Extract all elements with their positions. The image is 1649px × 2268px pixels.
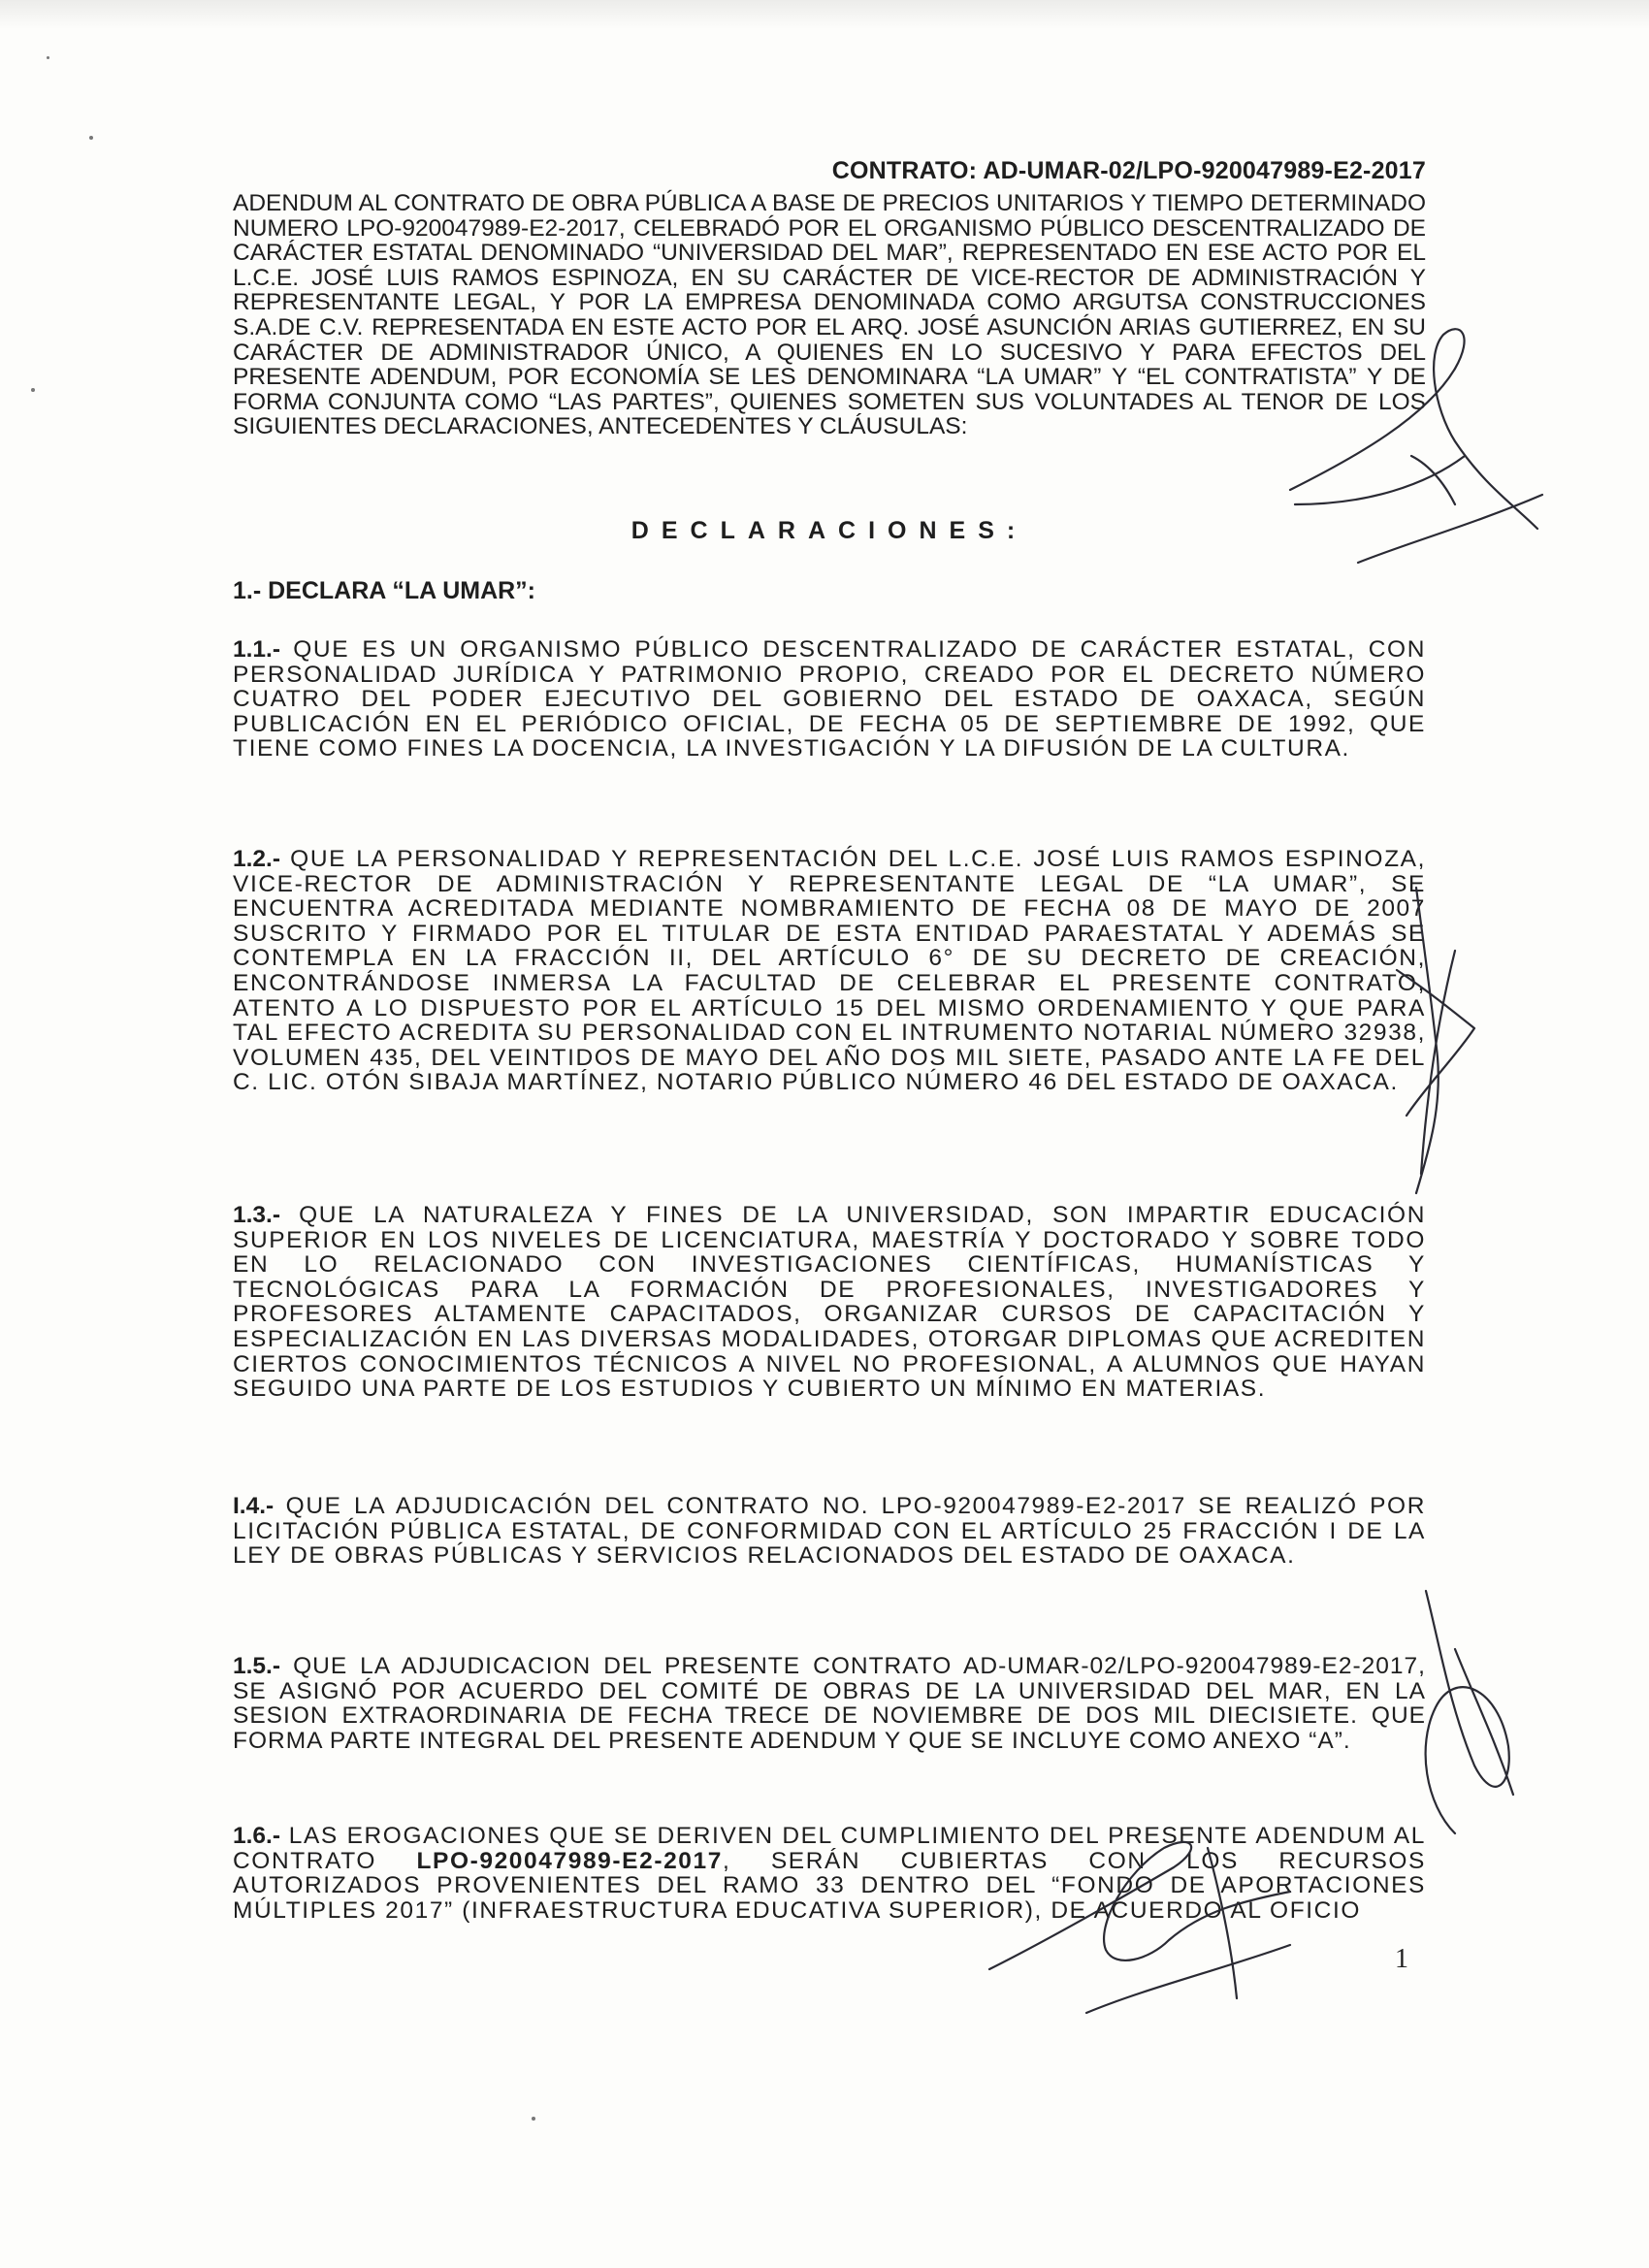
signature-stroke-top — [1290, 329, 1537, 529]
clause-text: QUE LA NATURALEZA Y FINES DE LA UNIVERSIDAD, SON IMPARTIR EDUCACIÓN SUPERIOR EN LOS NIVELES DE LICENCIATURA, MAESTRÍA Y DOCTORADO Y SOBRE TODO EN LO RELACIONADO CON INVESTIGACIONES CIENTÍFICAS, HUMANÍSTICAS Y TECNOLÓGICAS PARA LA FORMACIÓN DE PROFESIONALES, INVESTIGADORES Y PROFESORES ALTAMENTE CAPACITADOS, ORGANIZAR CURSOS DE CAPACITACIÓN Y ESPECIALIZACIÓN EN LAS DIVERSAS MODALIDADES, OTORGAR DIPLOMAS QUE ACREDITEN CIERTOS CONOCIMIENTOS TÉCNICOS A NIVEL NO PROFESIONAL, A ALUMNOS QUE HAYAN SEGUIDO UNA PARTE DE LOS ESTUDIOS Y CUBIERTO UN MÍNIMO EN MATERIAS. — [233, 1202, 1426, 1403]
contract-reference: LPO-920047989-E2-2017 — [416, 1847, 723, 1874]
clause-text-cont: , SERÁN CUBIERTAS CON LOS RECURSOS AUTORIZADOS PROVENIENTES DEL RAMO 33 DENTRO DEL “FONDO DE APORTACIONES MÚLTIPLES 2017” (INFRAESTRUCTURA EDUCATIVA SUPERIOR), DE ACUERDO AL OFICIO — [233, 1847, 1426, 1924]
clause-text: QUE LA PERSONALIDAD Y REPRESENTACIÓN DEL L.C.E. JOSÉ LUIS RAMOS ESPINOZA, VICE-RECTOR DE ADMINISTRACIÓN Y REPRESENTANTE LEGAL DE “LA UMAR”, SE ENCUENTRA ACREDITADA MEDIANTE NOMBRAMIENTO DE FECHA 08 DE MAYO DE 2007 SUSCRITO Y FIRMADO POR EL TITULAR DE ESTA ENTIDAD PARAESTATAL Y ADEMÁS SE CONTEMPLA EN LA FRACCIÓN II, DEL ARTÍCULO 6° DE SU DECRETO DE CREACIÓN, ENCONTRÁNDOSE INMERSA LA FACULTAD DE CELEBRAR EL PRESENTE CONTRATO, ATENTO A LO DISPUESTO POR EL ARTÍCULO 15 DEL MISMO ORDENAMIENTO Y QUE PARA TAL EFECTO ACREDITA SU PERSONALIDAD CON EL INTRUMENTO NOTARIAL NÚMERO 32938, VOLUMEN 435, DEL VEINTIDOS DE MAYO DEL AÑO DOS MIL SIETE, PASADO ANTE LA FE DEL C. LIC. OTÓN SIBAJA MARTÍNEZ, NOTARIO PÚBLICO NÚMERO 46 DEL ESTADO DE OAXACA. — [233, 846, 1426, 1096]
declara-la-umar-heading: 1.- DECLARA “LA UMAR”: — [233, 577, 536, 604]
intro-paragraph: ADENDUM AL CONTRATO DE OBRA PÚBLICA A BASE DE PRECIOS UNITARIOS Y TIEMPO DETERMINADO NUMERO LPO-920047989-E2-2017, CELEBRADÓ POR EL ORGANISMO PÚBLICO DESCENTRALIZADO DE CARÁCTER ESTATAL DENOMINADO “UNIVERSIDAD DEL MAR”, REPRESENTADO EN ESE ACTO POR EL L.C.E. JOSÉ LUIS RAMOS ESPINOZA, EN SU CARÁCTER DE VICE-RECTOR DE ADMINISTRACIÓN Y REPRESENTANTE LEGAL, Y POR LA EMPRESA DENOMINADA COMO ARGUTSA CONSTRUCCIONES S.A.DE C.V. REPRESENTADA EN ESTE ACTO POR EL ARQ. JOSÉ ASUNCIÓN ARIAS GUTIERREZ, EN SU CARÁCTER DE ADMINISTRADOR ÚNICO, A QUIENES EN LO SUCESIVO Y PARA EFECTOS DEL PRESENTE ADENDUM, POR ECONOMÍA SE LES DENOMINARA “LA UMAR” Y “EL CONTRATISTA” Y DE FORMA CONJUNTA COMO “LAS PARTES”, QUIENES SOMETEN SUS VOLUNTADES AL TENOR DE LOS SIGUIENTES DECLARACIONES, ANTECEDENTES Y CLÁUSULAS: — [233, 190, 1426, 440]
page-number: 1 — [1395, 1944, 1408, 1974]
scan-speck — [31, 388, 35, 392]
clause-number: I.4.- — [233, 1493, 275, 1519]
clause-number: 1.5.- — [233, 1653, 281, 1679]
clause-text: LAS EROGACIONES QUE SE DERIVEN DEL CUMPLIMIENTO DEL PRESENTE ADENDUM AL CONTRATO — [233, 1823, 1426, 1874]
clause-text: QUE ES UN ORGANISMO PÚBLICO DESCENTRALIZADO DE CARÁCTER ESTATAL, CON PERSONALIDAD JURÍDICA Y PATRIMONIO PROPIO, CREADO POR EL DECRETO NÚMERO CUATRO DEL PODER EJECUTIVO DEL GOBIERNO DEL ESTADO DE OAXACA, SEGÚN PUBLICACIÓN EN EL PERIÓDICO OFICIAL, DE FECHA 05 DE SEPTIEMBRE DE 1992, QUE TIENE COMO FINES LA DOCENCIA, LA INVESTIGACIÓN Y LA DIFUSIÓN DE LA CULTURA. — [233, 636, 1426, 762]
scan-speck — [532, 2117, 535, 2121]
clause-text: QUE LA ADJUDICACION DEL PRESENTE CONTRATO AD-UMAR-02/LPO-920047989-E2-2017, SE ASIGNÓ POR ACUERDO DEL COMITÉ DE OBRAS DE LA UNIVERSIDAD DEL MAR, EN LA SESION EXTRAORDINARIA DE FECHA TRECE DE NOVIEMBRE DE DOS MIL DIECISIETE. QUE FORMA PARTE INTEGRAL DEL PRESENTE ADENDUM Y QUE SE INCLUYE COMO ANEXO “A”. — [233, 1653, 1426, 1754]
declaraciones-title: DECLARACIONES: — [630, 517, 1028, 544]
clause-number: 1.1.- — [233, 636, 281, 663]
clause-number: 1.3.- — [233, 1202, 281, 1228]
signature-stroke-bottom-2 — [1086, 1945, 1290, 2013]
clause-number: 1.2.- — [233, 846, 281, 872]
signature-stroke-top-2 — [1358, 456, 1542, 563]
clause-number: 1.6.- — [233, 1823, 281, 1849]
scan-speck — [47, 56, 49, 59]
clause-text: QUE LA ADJUDICACIÓN DEL CONTRATO NO. LPO-920047989-E2-2017 SE REALIZÓ POR LICITACIÓN PÚBLICA ESTATAL, DE CONFORMIDAD CON EL ARTÍCULO 25 FRACCIÓN I DE LA LEY DE OBRAS PÚBLICAS Y SERVICIOS RELACIONADOS DEL ESTADO DE OAXACA. — [233, 1493, 1426, 1570]
contract-number-header: CONTRATO: AD-UMAR-02/LPO-920047989-E2-2017 — [831, 157, 1426, 184]
scan-speck — [89, 136, 93, 140]
signature-stroke-lower — [1426, 1591, 1513, 1833]
signature-stroke-bottom — [989, 1842, 1290, 1998]
